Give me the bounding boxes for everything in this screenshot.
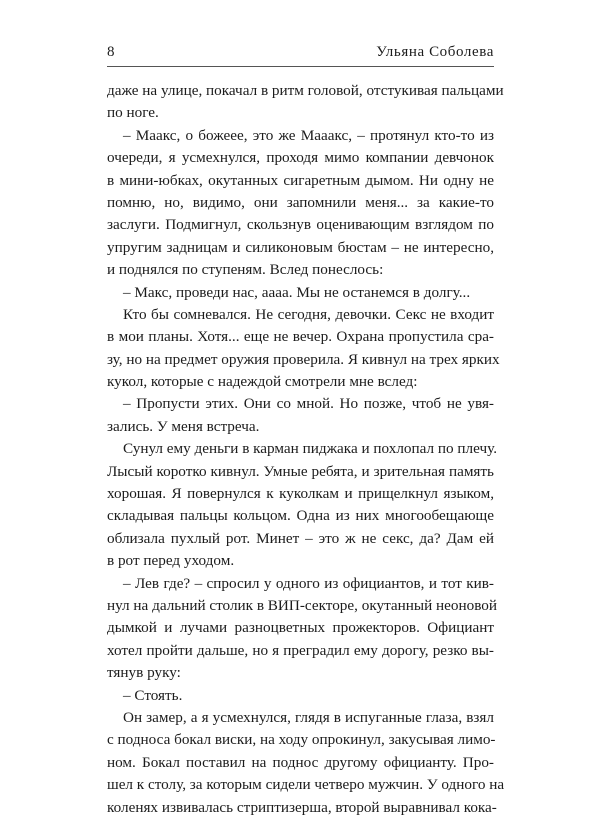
body-text (107, 80, 505, 819)
text-line: в мои планы. Хотя... еще не вечер. Охрана пропустила сра- (107, 328, 494, 346)
text-line: тянув руку: (107, 664, 181, 682)
page-number: 8 (107, 44, 115, 60)
running-head-author: Ульяна Соболева (376, 44, 494, 60)
text-line: кукол, которые с надеждой смотрели мне вслед: (107, 373, 418, 391)
text-line: заслуги. Подмигнул, скользнув оценивающим взглядом по (107, 216, 494, 234)
text-line: в рот перед уходом. (107, 552, 235, 570)
text-line: – Стоять. (123, 686, 183, 704)
text-line: ном. Бокал поставил на поднос другому официанту. Про- (107, 753, 494, 771)
header-rule (107, 66, 494, 67)
text-line: даже на улице, покачал в ритм головой, отстукивая пальцами (107, 82, 504, 99)
text-line: зались. У меня встреча. (107, 417, 260, 435)
page-header (107, 42, 494, 64)
text-line: с подноса бокал виски, на ходу опрокинул, закусывая лимо- (107, 731, 496, 749)
text-line: в мини-юбках, окутанных сигаретным дымом. Ни одну не (107, 171, 494, 189)
text-line: – Пропусти этих. Они со мной. Но позже, чтоб не увя- (123, 395, 494, 413)
text-line: – Лев где? – спросил у одного из официантов, и тот кив- (123, 574, 494, 592)
text-line: Он замер, а я усмехнулся, глядя в испуганные глаза, взял (123, 708, 494, 726)
text-line: хотел пройти дальше, но я преградил ему дорогу, резко вы- (107, 641, 494, 659)
text-line: Кто бы сомневался. Не сегодня, девочки. Секс не входит (123, 305, 494, 323)
text-line: упругим задницам и силиконовым бюстам – не интересно, (107, 238, 494, 256)
text-line: шел к столу, за которым сидели четверо мужчин. У одного на (107, 776, 505, 794)
text-line: помню, но, видимо, они запомнили меня... за какие-то (107, 193, 494, 211)
text-line: нул на дальний столик в ВИП-секторе, окутанный неоновой (107, 596, 498, 614)
text-line: очереди, я усмехнулся, проходя мимо компании девчонок (107, 149, 494, 167)
text-line: по ноге. (107, 104, 159, 122)
text-line: складывая пальцы кольцом. Одна из них многообещающе (107, 507, 494, 525)
text-line: зу, но на предмет оружия проверила. Я кивнул на трех ярких (107, 350, 500, 368)
text-line: Сунул ему деньги в карман пиджака и похлопал по плечу. (123, 440, 497, 458)
text-line: – Макс, проведи нас, аааа. Мы не останемся в долгу... (123, 283, 471, 301)
text-line: – Маакс, о божеее, это же Мааакс, – протянул кто-то из (123, 126, 494, 144)
text-line: коленях извивалась стриптизерша, второй выравнивал кока- (107, 798, 497, 816)
text-line: Лысый коротко кивнул. Умные ребята, и зрительная память (107, 462, 494, 480)
text-line: и поднялся по ступеням. Вслед понеслось: (107, 261, 384, 279)
text-line: дымкой и лучами разноцветных прожекторов. Официант (107, 619, 494, 637)
text-line: хорошая. Я повернулся к куколкам и прищелкнул языком, (107, 485, 494, 503)
text-line: облизала пухлый рот. Минет – это ж не секс, да? Дам ей (107, 529, 494, 547)
